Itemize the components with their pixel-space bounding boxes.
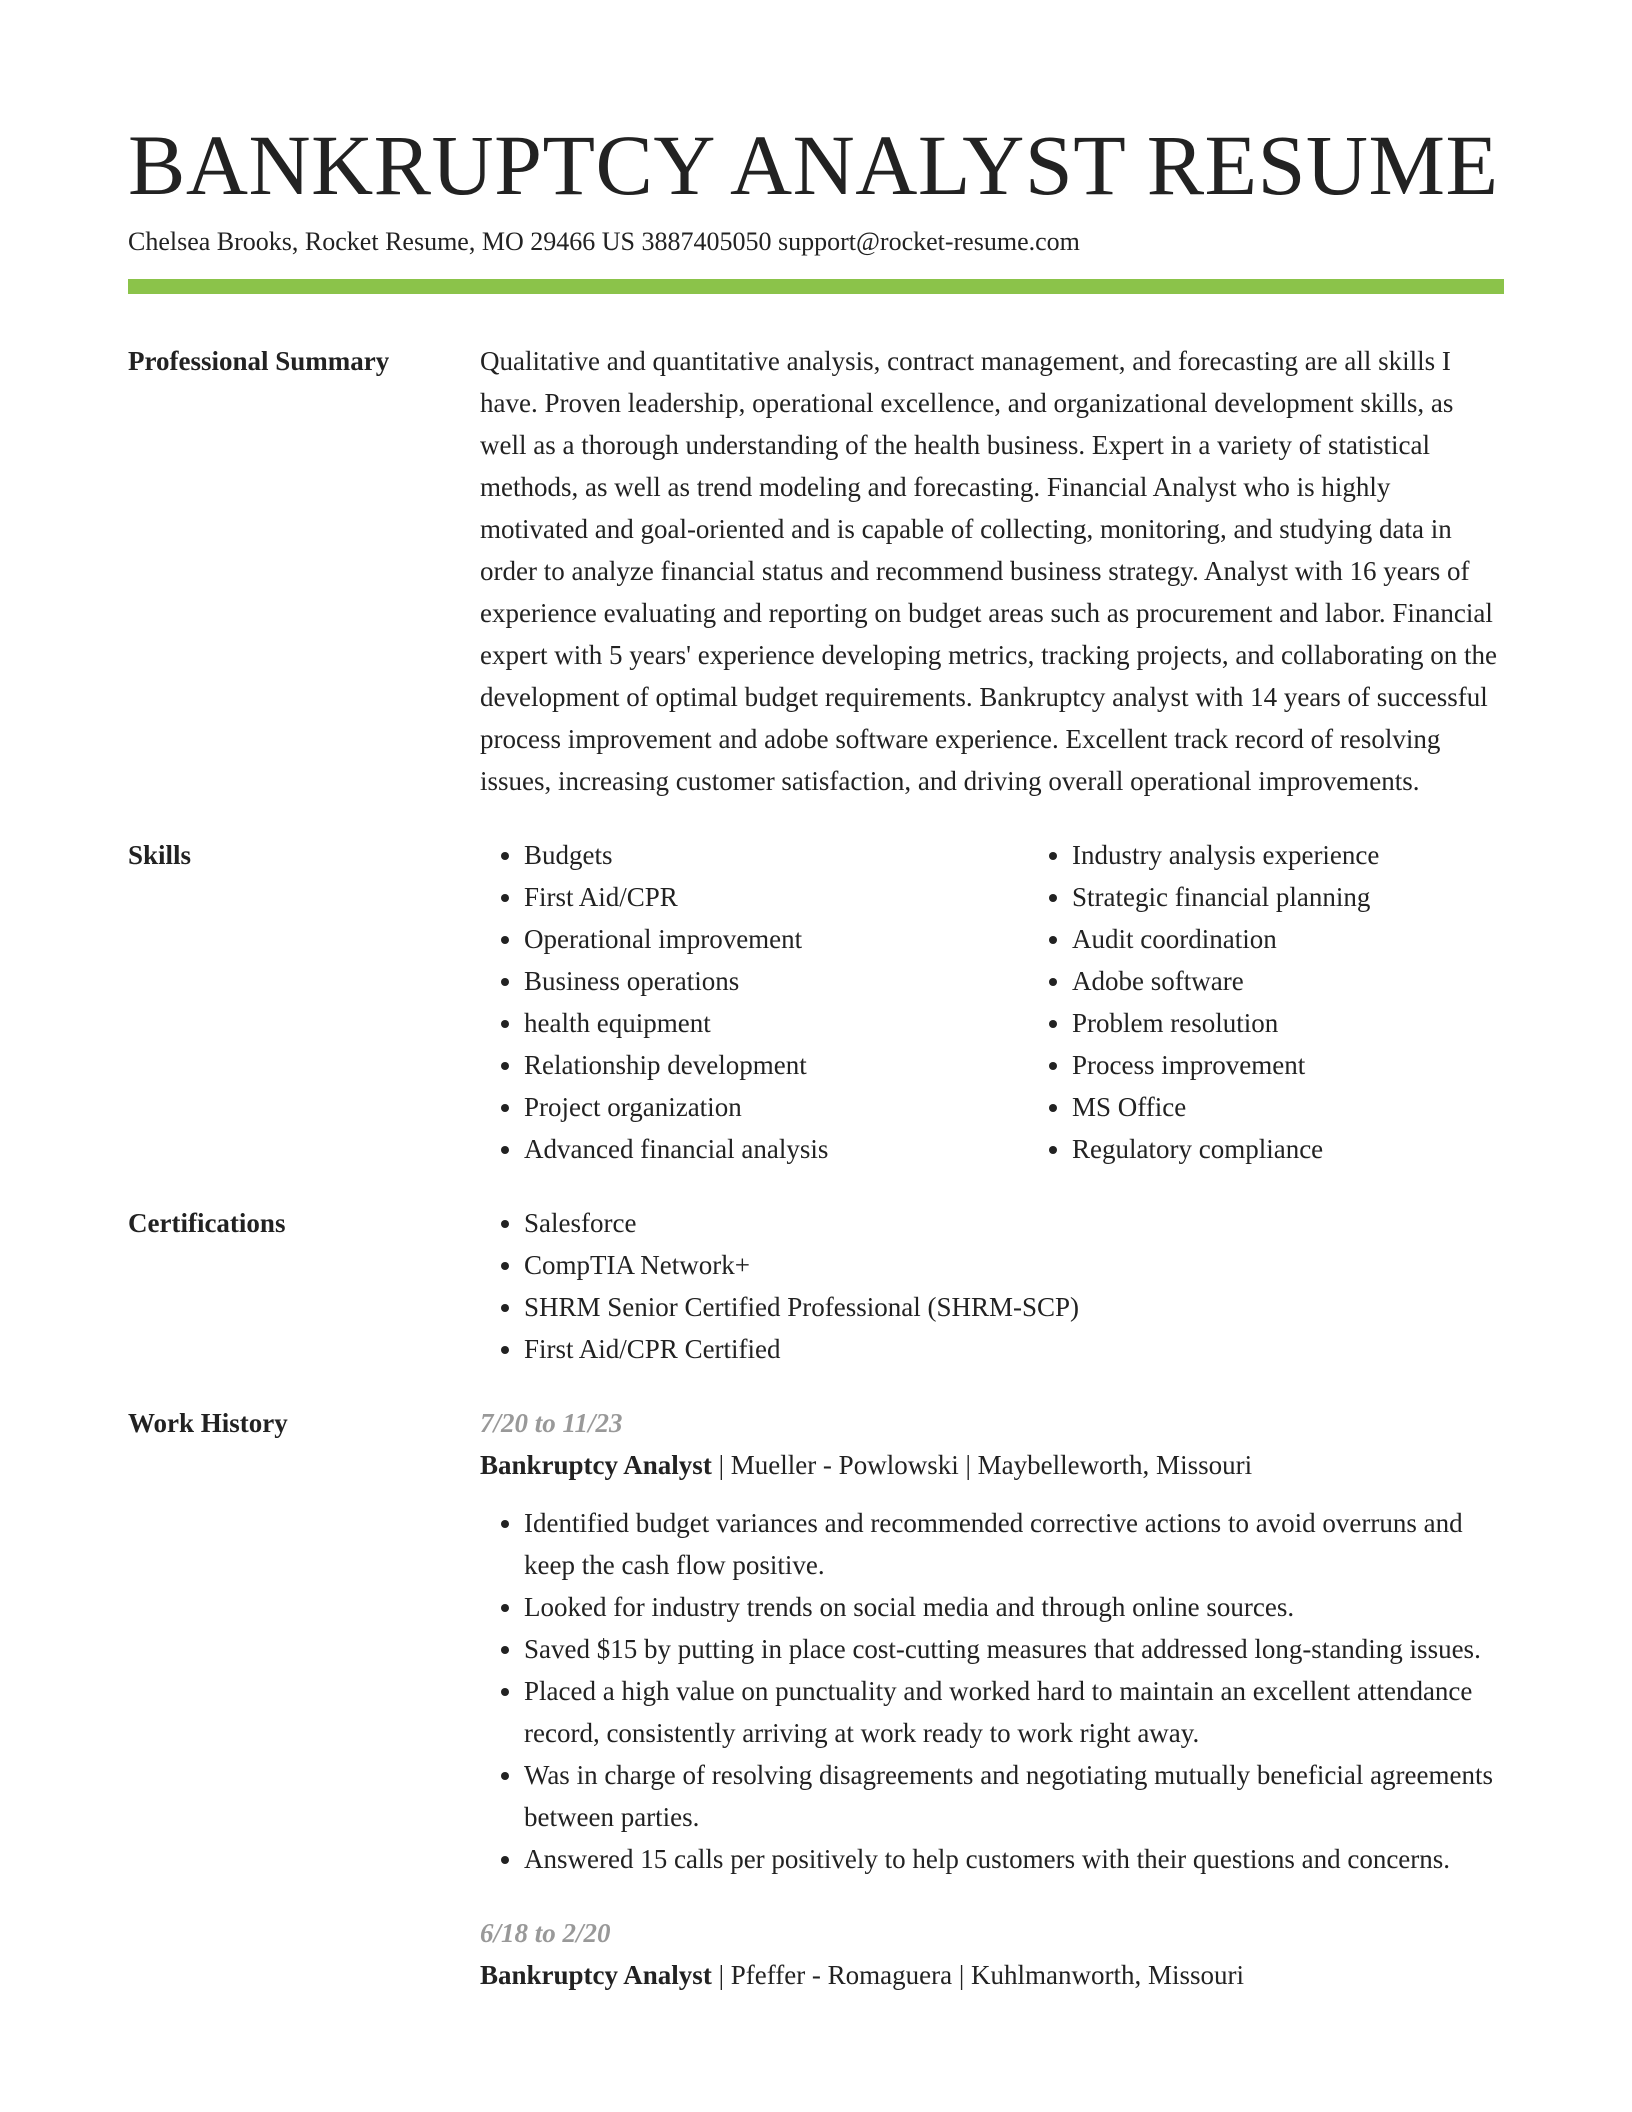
- job-entry: [480, 1912, 1504, 1996]
- section-certifications: [128, 1202, 1504, 1402]
- section-professional-summary: [128, 340, 1504, 834]
- list-item: • Advanced financial analysis: [524, 1128, 1028, 1170]
- job-entry: [480, 1402, 1504, 1880]
- list-item: • Relationship development: [524, 1044, 1028, 1086]
- list-item: • Identified budget variances and recommended corrective actions to avoid overruns and keep the cash flow positive.: [524, 1502, 1504, 1586]
- job-dates: 6/18 to 2/20: [480, 1918, 611, 1949]
- section-label: Professional Summary: [128, 346, 390, 377]
- skills-list-right: [1028, 834, 1576, 1170]
- list-item: • SHRM Senior Certified Professional (SHRM-SCP): [524, 1286, 1504, 1328]
- job-heading: [480, 1954, 1504, 1996]
- section-label: Skills: [128, 840, 192, 871]
- skills-list-left: [480, 834, 1028, 1170]
- summary-text: Qualitative and quantitative analysis, contract management, and forecasting are all skills I have. Proven leadership, operational excellence, and organizational development skills, as well as a thorough understanding of the health business. Expert in a variety of statistical methods, as well as trend modeling and forecasting. Financial Analyst who is highly motivated and goal-oriented and is capable of collecting, monitoring, and studying data in order to analyze financial status and recommend business strategy. Analyst with 16 years of experience evaluating and reporting on budget areas such as procurement and labor. Financial expert with 5 years' experience developing metrics, tracking projects, and collaborating on the development of optimal budget requirements. Bankruptcy analyst with 14 years of successful process improvement and adobe software experience. Excellent track record of resolving issues, increasing customer satisfaction, and driving overall operational improvements.: [480, 346, 1497, 797]
- job-details: | Mueller - Powlowski | Maybelleworth, Missouri: [711, 1450, 1253, 1481]
- list-item: • Salesforce: [524, 1202, 1504, 1244]
- list-item: • Project organization: [524, 1086, 1028, 1128]
- list-item: • Business operations: [524, 960, 1028, 1002]
- list-item: • Audit coordination: [1072, 918, 1576, 960]
- work-history-entries: [480, 1402, 1504, 2012]
- list-item: • Operational improvement: [524, 918, 1028, 960]
- list-item: • Regulatory compliance: [1072, 1128, 1576, 1170]
- list-item: • Saved $15 by putting in place cost-cutting measures that addressed long-standing issues.: [524, 1628, 1504, 1670]
- list-item: • MS Office: [1072, 1086, 1576, 1128]
- page-title: BANKRUPTCY ANALYST RESUME: [128, 117, 1499, 213]
- section-work-history: [128, 1402, 1504, 2012]
- list-item: • Looked for industry trends on social media and through online sources.: [524, 1586, 1504, 1628]
- job-details: | Pfeffer - Romaguera | Kuhlmanworth, Missouri: [711, 1960, 1245, 1991]
- contact-line: Chelsea Brooks, Rocket Resume, MO 29466 US 3887405050 support@rocket-resume.com: [128, 226, 1080, 256]
- job-title: Bankruptcy Analyst: [480, 1960, 712, 1991]
- list-item: • health equipment: [524, 1002, 1028, 1044]
- job-dates: 7/20 to 11/23: [480, 1408, 623, 1439]
- section-label: Work History: [128, 1408, 288, 1439]
- list-item: • Answered 15 calls per positively to help customers with their questions and concerns.: [524, 1838, 1504, 1880]
- list-item: • Problem resolution: [1072, 1002, 1576, 1044]
- certifications-list: [480, 1202, 1504, 1370]
- resume-page: [128, 118, 1504, 2012]
- list-item: • Adobe software: [1072, 960, 1576, 1002]
- accent-divider: [128, 279, 1504, 294]
- list-item: • Placed a high value on punctuality and worked hard to maintain an excellent attendance record, consistently arriving at work ready to work right away.: [524, 1670, 1504, 1754]
- job-title: Bankruptcy Analyst: [480, 1450, 712, 1481]
- job-heading: [480, 1444, 1504, 1486]
- list-item: • Budgets: [524, 834, 1028, 876]
- list-item: • Strategic financial planning: [1072, 876, 1576, 918]
- list-item: • Industry analysis experience: [1072, 834, 1576, 876]
- job-bullets: [480, 1502, 1504, 1880]
- section-skills: [128, 834, 1504, 1202]
- list-item: • Was in charge of resolving disagreements and negotiating mutually beneficial agreements between parties.: [524, 1754, 1504, 1838]
- list-item: • First Aid/CPR Certified: [524, 1328, 1504, 1370]
- list-item: • Process improvement: [1072, 1044, 1576, 1086]
- list-item: • CompTIA Network+: [524, 1244, 1504, 1286]
- list-item: • First Aid/CPR: [524, 876, 1028, 918]
- section-label: Certifications: [128, 1208, 286, 1239]
